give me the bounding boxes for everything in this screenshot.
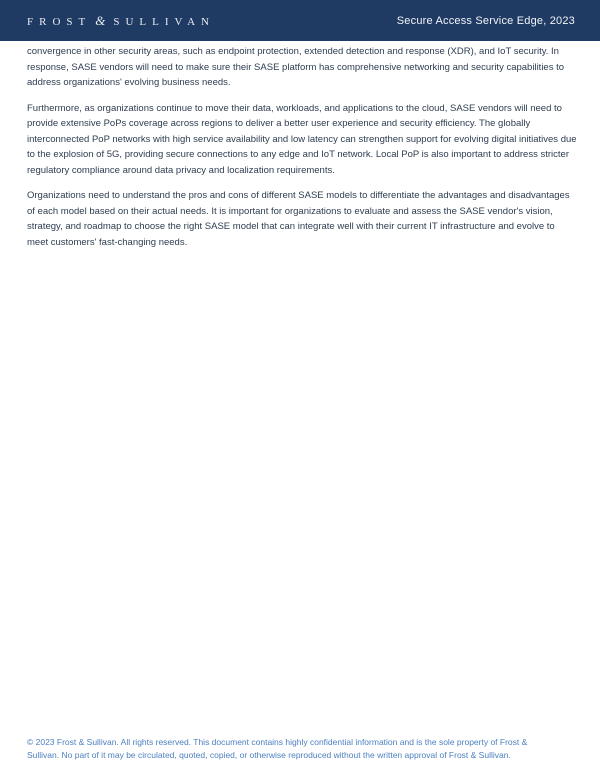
- frost-sullivan-logo: [27, 13, 215, 29]
- logo-word-frost: FROST: [27, 15, 92, 28]
- paragraph-1: convergence in other security areas, such as endpoint protection, extended detection and response (XDR), and IoT security. In response, SASE vendors will need to make sure their SASE platform has comprehensive networking and security capabilities to address organizations' evolving business needs.: [27, 46, 565, 88]
- paragraph-3: Organizations need to understand the pros and cons of different SASE models to differentiate the advantages and disadvantages of each model based on their actual needs. It is important for organizations to evaluate and assess the SASE vendor's vision, strategy, and roadmap to choose the right SASE model that can integrate well with their current IT infrastructure and evolve to meet customers' fast-changing needs.: [27, 190, 570, 248]
- report-title: Secure Access Service Edge, 2023: [396, 14, 575, 27]
- header-bar: [0, 0, 600, 41]
- logo-ampersand-icon: &: [95, 12, 106, 28]
- logo-word-sullivan: SULLIVAN: [113, 15, 215, 28]
- body-text: [27, 44, 578, 260]
- paragraph-2: Furthermore, as organizations continue to move their data, workloads, and applications to the cloud, SASE vendors will need to provide extensive PoPs coverage across regions to deliver a better user experience and security efficiency. The globally interconnected PoP networks with high service availability and low latency can strengthen support for evolving digital initiatives due to the explosion of 5G, providing secure connections to any edge and IoT network. Local PoP is also important to address stricter regulatory compliance around data privacy and localization requirements.: [27, 102, 577, 176]
- copyright-footer: © 2023 Frost & Sullivan. All rights reserved. This document contains highly confidential information and is the sole property of Frost & Sullivan. No part of it may be circulated, quoted, copied, or otherwise reproduced without the written approval of Frost & Sullivan.: [27, 737, 528, 760]
